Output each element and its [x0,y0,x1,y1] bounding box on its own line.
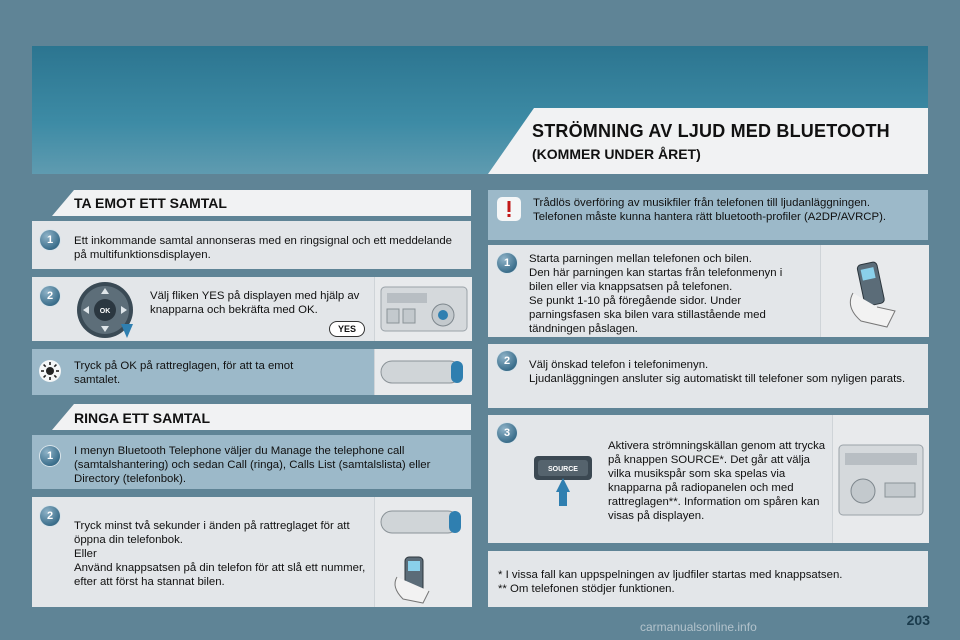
stream-step-2-line-2: Ljudanläggningen ansluter sig automatiskt till telefoner som nyligen parats. [529,373,906,385]
stream-step-2-text-block [529,358,921,386]
step-badge: 2 [497,351,517,371]
source-button-icon [530,448,596,508]
warning-icon [497,197,521,221]
phone-in-hand-illustration [820,245,929,337]
stream-step-2-line-1: Välj önskad telefon i telefonimenyn. [529,359,709,371]
stream-step-1-text-block [529,252,801,336]
stream-step-1-line-1: Starta parningen mellan telefonen och bilen. [529,253,752,265]
page-title: STRÖMNING AV LJUD MED BLUETOOTH [532,121,890,141]
call-step-2-line-2: Eller [74,548,97,560]
step-badge: 1 [497,253,517,273]
receive-tip-text: Tryck på OK på rattreglagen, för att ta emot samtalet. [74,360,294,386]
footnotes [498,568,918,596]
step-badge: 1 [40,230,60,250]
steering-control-illustration [374,349,472,395]
receive-step-1-text: Ett inkommande samtal annonseras med en ringsignal och ett meddelande på multifunktionsdisplayen. [74,235,453,261]
footnote-1: * I vissa fall kan uppspelningen av ljudfiler startas med knappsatsen. [498,569,843,581]
footnote-2: ** Om telefonen stödjer funktionen. [498,583,675,595]
watermark: carmanualsonline.info [640,620,757,634]
call-step-1-text: I menyn Bluetooth Telephone väljer du Manage the telephone call (samtalshantering) och sedan Call (ringa), Calls List (samtalslista) eller Directory (telefonbok). [74,445,431,485]
step-badge: 1 [40,446,60,466]
stream-step-3-text: Aktivera strömningskällan genom att trycka på knappen SOURCE*. Det går att välja vilka musikspår som ska spelas via knapparna på radiopanelen och med rattreglagen**. Information om spåren kan visas på displayen. [608,440,826,522]
step-badge: 2 [40,286,60,306]
ok-joystick-icon [72,280,138,340]
page-subtitle: (KOMMER UNDER ÅRET) [532,146,701,162]
svg-text:OK: OK [99,308,111,315]
steering-and-phone-illustration [374,497,472,607]
svg-text:SOURCE: SOURCE [548,466,578,473]
call-step-2-line-1: Tryck minst två sekunder i änden på rattreglaget för att öppna din telefonbok. [74,520,350,546]
page-number: 203 [906,612,930,628]
receive-call-heading: TA EMOT ETT SAMTAL [74,195,227,211]
yes-tab: YES [329,321,365,337]
stream-step-1-line-3: Se punkt 1-10 på föregående sidor. Under parningsfasen ska bilen vara stillastående med tändningen påslagen. [529,295,766,335]
step-badge: 2 [40,506,60,526]
call-step-2-line-3: Använd knappsatsen på din telefon för att slå ett nummer, efter att först ha stannat bilen. [74,562,366,588]
warning-text: Trådlös överföring av musikfiler från telefonen till ljudanläggningen. Telefonen måste kunna hantera rätt bluetooth-profiler (A2DP/AVRCP). [533,197,887,223]
call-step-2-text-block [74,519,370,589]
radio-panel-illustration [374,277,472,341]
make-call-heading: RINGA ETT SAMTAL [74,410,211,426]
radio-unit-illustration [832,415,929,543]
receive-step-2-text: Välj fliken YES på displayen med hjälp av knapparna och bekräfta med OK. [150,290,360,316]
tip-sun-icon [38,359,62,383]
stream-step-1-line-2: Den här parningen kan startas från telefonmenyn i bilen eller via knappsatsen på telefonen. [529,267,783,293]
step-badge: 3 [497,423,517,443]
